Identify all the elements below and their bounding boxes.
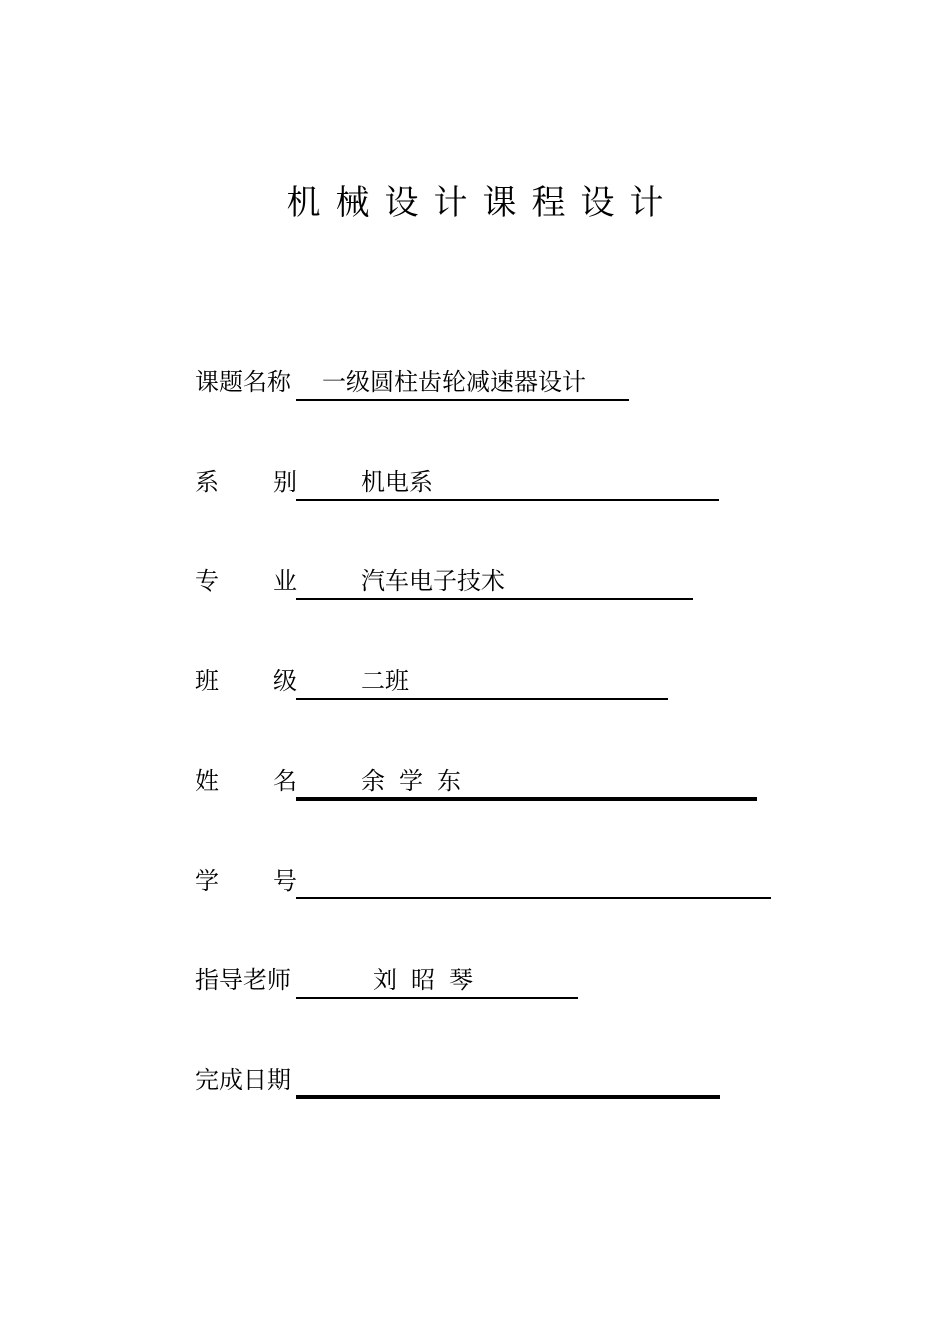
name-label-part2: 名 (273, 767, 297, 795)
major-label-part2: 业 (273, 567, 297, 595)
major-value: 汽车电子技术 (361, 567, 505, 595)
major-label (195, 566, 297, 596)
student-id-label-part1: 学 (195, 867, 219, 895)
class-label-part1: 班 (195, 667, 219, 695)
major-label-part1: 专 (195, 567, 219, 595)
name-label (195, 766, 297, 796)
class-label-part2: 级 (273, 667, 297, 695)
completion-date-underline (296, 1095, 720, 1099)
advisor-underline (296, 997, 578, 999)
class-label (195, 666, 297, 696)
department-value: 机电系 (361, 468, 433, 496)
advisor-value: 刘昭琴 (373, 966, 487, 994)
department-underline (296, 499, 719, 501)
advisor-label: 指导老师 (195, 966, 291, 994)
student-id-underline (296, 897, 771, 899)
major-underline (296, 598, 693, 600)
class-underline (296, 698, 668, 700)
topic-value: 一级圆柱齿轮减速器设计 (322, 368, 586, 396)
student-id-label (195, 866, 297, 896)
completion-date-label: 完成日期 (195, 1066, 291, 1094)
student-id-label-part2: 号 (273, 867, 297, 895)
class-value: 二班 (361, 667, 409, 695)
document-title: 机械设计课程设计 (286, 183, 679, 223)
name-underline (296, 797, 757, 801)
department-label (195, 467, 297, 497)
name-value: 余学东 (361, 767, 475, 795)
department-label-part1: 系 (195, 468, 219, 496)
topic-underline (296, 399, 629, 401)
name-label-part1: 姓 (195, 767, 219, 795)
topic-label: 课题名称 (195, 368, 291, 396)
department-label-part2: 别 (273, 468, 297, 496)
